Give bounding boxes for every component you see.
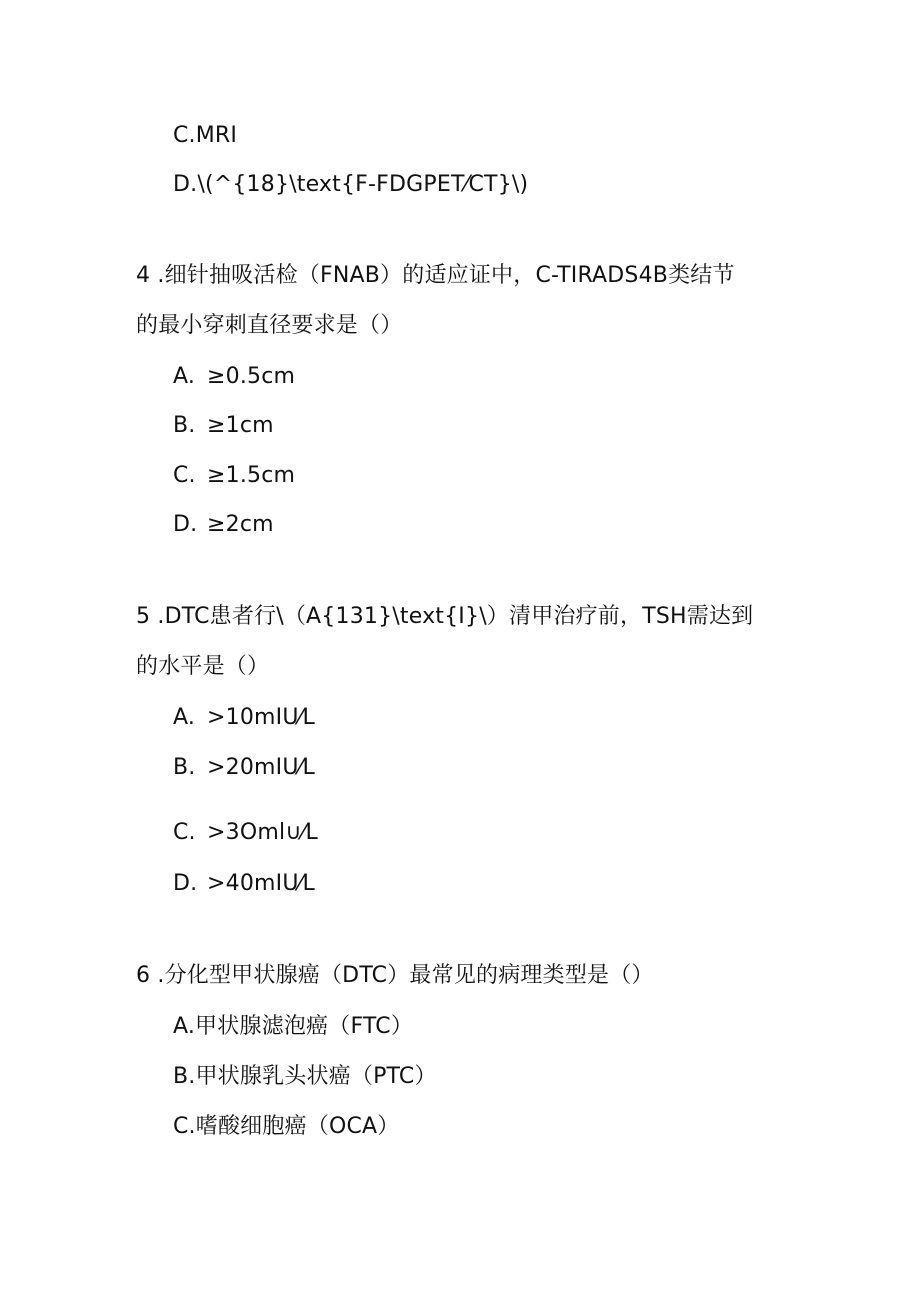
option-text: ≥1.5cm bbox=[207, 463, 296, 488]
q6-stem: 6 .分化型甲状腺癌（DTC）最常见的病理类型是（） bbox=[136, 963, 654, 988]
option-label: C. bbox=[173, 463, 196, 488]
option-label: D. bbox=[173, 871, 198, 896]
q4-stem-line1: 4 .细针抽吸活检（FNAB）的适应证中，C-TIRADS4B类结节 bbox=[136, 263, 735, 288]
option-label: B. bbox=[173, 413, 196, 438]
q3-option-d: D.\(^{18}\text{F-FDGPET⁄CT}\) bbox=[173, 172, 529, 197]
option-label: A. bbox=[173, 705, 196, 730]
q5-option-c bbox=[173, 819, 318, 847]
option-text: >3Oml∪⁄L bbox=[207, 820, 318, 845]
option-label: B. bbox=[173, 755, 196, 780]
option-label: A. bbox=[173, 364, 196, 389]
q5-option-a bbox=[173, 704, 315, 732]
option-text: >10mIU⁄L bbox=[207, 705, 315, 730]
q4-option-c bbox=[173, 462, 295, 490]
q6-option-c: C.嗜酸细胞癌（OCA） bbox=[173, 1114, 400, 1139]
q3-option-c: C.MRI bbox=[173, 123, 238, 148]
q5-stem-line2: 的水平是（） bbox=[136, 654, 270, 679]
option-label: D. bbox=[173, 512, 198, 537]
q4-stem-line2: 的最小穿刺直径要求是（） bbox=[136, 313, 403, 338]
q5-option-d bbox=[173, 870, 315, 898]
q6-option-a: A.甲状腺滤泡癌（FTC） bbox=[173, 1014, 414, 1039]
q5-stem-line1: 5 .DTC患者行\（A{131}\text{I}\）清甲治疗前，TSH需达到 bbox=[136, 604, 754, 629]
q6-option-b: B.甲状腺乳头状癌（PTC） bbox=[173, 1064, 437, 1089]
q5-option-b bbox=[173, 754, 315, 782]
option-label: C. bbox=[173, 820, 196, 845]
option-text: ≥0.5cm bbox=[207, 364, 296, 389]
q4-option-a bbox=[173, 363, 295, 391]
option-text: ≥2cm bbox=[207, 512, 274, 537]
q4-option-d bbox=[173, 511, 274, 539]
option-text: >20mIU⁄L bbox=[207, 755, 315, 780]
q4-option-b bbox=[173, 412, 274, 440]
option-text: >40mIU⁄L bbox=[207, 871, 315, 896]
option-text: ≥1cm bbox=[207, 413, 274, 438]
